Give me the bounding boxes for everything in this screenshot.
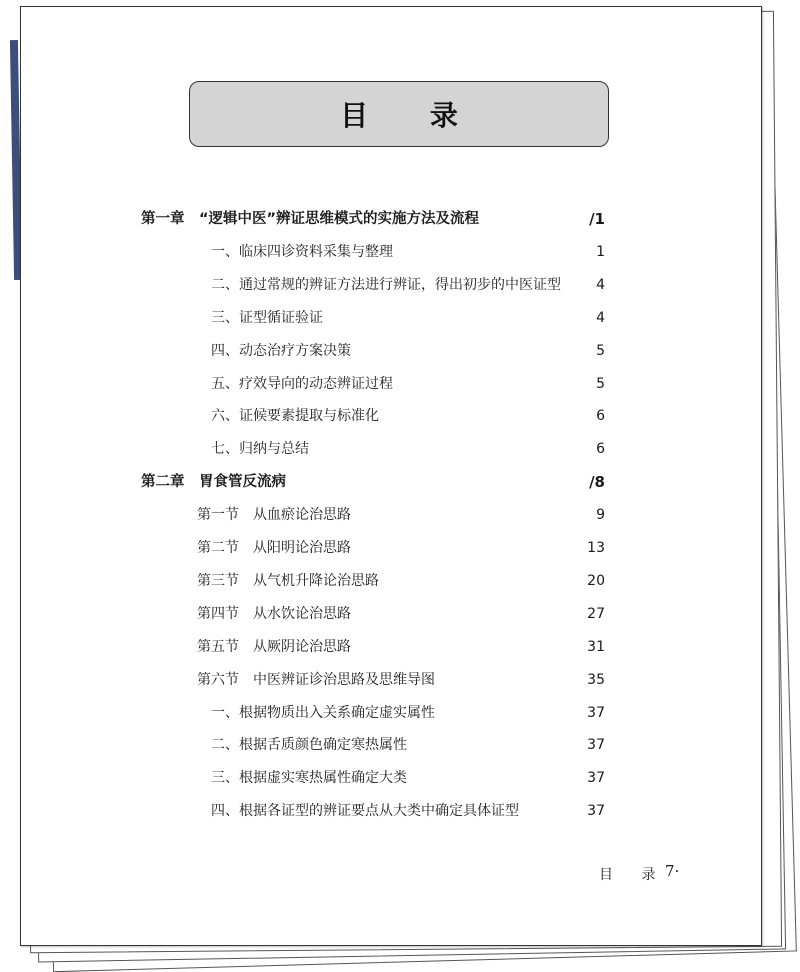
page-number: 7· bbox=[665, 862, 680, 880]
toc-entry-title: 四、根据各证型的辨证要点从大类中确定具体证型 bbox=[211, 803, 519, 819]
toc-page-number: 35 bbox=[587, 672, 605, 688]
toc-chapter-row[interactable] bbox=[141, 471, 605, 493]
toc-entry-title: 四、动态治疗方案决策 bbox=[211, 343, 351, 359]
toc-item-row[interactable] bbox=[211, 373, 605, 395]
toc-entry-title: 二、根据舌质颜色确定寒热属性 bbox=[211, 737, 407, 753]
toc-page-number: 5 bbox=[596, 343, 605, 359]
toc-page-number: 20 bbox=[587, 573, 605, 589]
toc-page-number: 6 bbox=[596, 441, 605, 457]
toc-item-row[interactable] bbox=[211, 702, 605, 724]
toc-section-row[interactable] bbox=[197, 669, 605, 691]
page-title: 目 录 bbox=[340, 99, 484, 132]
toc-entry-title: 五、疗效导向的动态辨证过程 bbox=[211, 376, 393, 392]
toc-page-number: 31 bbox=[587, 639, 605, 655]
toc-section-row[interactable] bbox=[197, 537, 605, 559]
toc-entry-title: 第四节 从水饮论治思路 bbox=[197, 606, 351, 622]
toc-page-number: 5 bbox=[596, 376, 605, 392]
toc-entry-title: 第六节 中医辨证诊治思路及思维导图 bbox=[197, 672, 435, 688]
toc-section-row[interactable] bbox=[197, 570, 605, 592]
toc-item-row[interactable] bbox=[211, 734, 605, 756]
title-banner bbox=[189, 81, 609, 147]
toc-entry-title: 一、临床四诊资料采集与整理 bbox=[211, 244, 393, 260]
toc-page-number: 27 bbox=[587, 606, 605, 622]
toc-page-number: 4 bbox=[596, 310, 605, 326]
toc-entry-title: 三、证型循证验证 bbox=[211, 310, 323, 326]
toc-page-number: /8 bbox=[589, 473, 605, 491]
toc-entry-title: 三、根据虚实寒热属性确定大类 bbox=[211, 770, 407, 786]
toc-page-number: 6 bbox=[596, 408, 605, 424]
toc-item-row[interactable] bbox=[211, 340, 605, 362]
toc-entry-title: 第三节 从气机升降论治思路 bbox=[197, 573, 379, 589]
toc-item-row[interactable] bbox=[211, 800, 605, 822]
toc-entry-title: 第一章 “逻辑中医”辨证思维模式的实施方法及流程 bbox=[141, 211, 480, 227]
toc-page-number: 37 bbox=[587, 705, 605, 721]
toc-page-number: 37 bbox=[587, 737, 605, 753]
toc-entry-title: 第五节 从厥阴论治思路 bbox=[197, 639, 351, 655]
toc-item-row[interactable] bbox=[211, 767, 605, 789]
toc-page-number: 1 bbox=[596, 244, 605, 260]
toc-entry-title: 一、根据物质出入关系确定虚实属性 bbox=[211, 705, 435, 721]
toc-entry-title: 第二章 胃食管反流病 bbox=[141, 474, 286, 490]
toc-item-row[interactable] bbox=[211, 274, 605, 296]
toc-item-row[interactable] bbox=[211, 405, 605, 427]
toc-item-row[interactable] bbox=[211, 438, 605, 460]
toc-section-row[interactable] bbox=[197, 603, 605, 625]
toc-item-row[interactable] bbox=[211, 307, 605, 329]
toc-page-number: 4 bbox=[596, 277, 605, 293]
toc-entry-title: 第二节 从阳明论治思路 bbox=[197, 540, 351, 556]
toc-page-number: 13 bbox=[587, 540, 605, 556]
toc-entry-title: 二、通过常规的辨证方法进行辨证，得出初步的中医证型 bbox=[211, 277, 561, 293]
running-header-label: 目 录 bbox=[599, 867, 668, 883]
toc-chapter-row[interactable] bbox=[141, 208, 605, 230]
toc-section-row[interactable] bbox=[197, 636, 605, 658]
toc-item-row[interactable] bbox=[211, 241, 605, 263]
toc-page bbox=[20, 6, 762, 946]
toc-entry-title: 第一节 从血瘀论治思路 bbox=[197, 507, 351, 523]
toc-page-number: 9 bbox=[596, 507, 605, 523]
toc-section-row[interactable] bbox=[197, 504, 605, 526]
toc-page-number: 37 bbox=[587, 770, 605, 786]
toc-page-number: 37 bbox=[587, 803, 605, 819]
toc-entry-title: 六、证候要素提取与标准化 bbox=[211, 408, 379, 424]
toc-page-number: /1 bbox=[589, 210, 605, 228]
toc-entry-title: 七、归纳与总结 bbox=[211, 441, 309, 457]
